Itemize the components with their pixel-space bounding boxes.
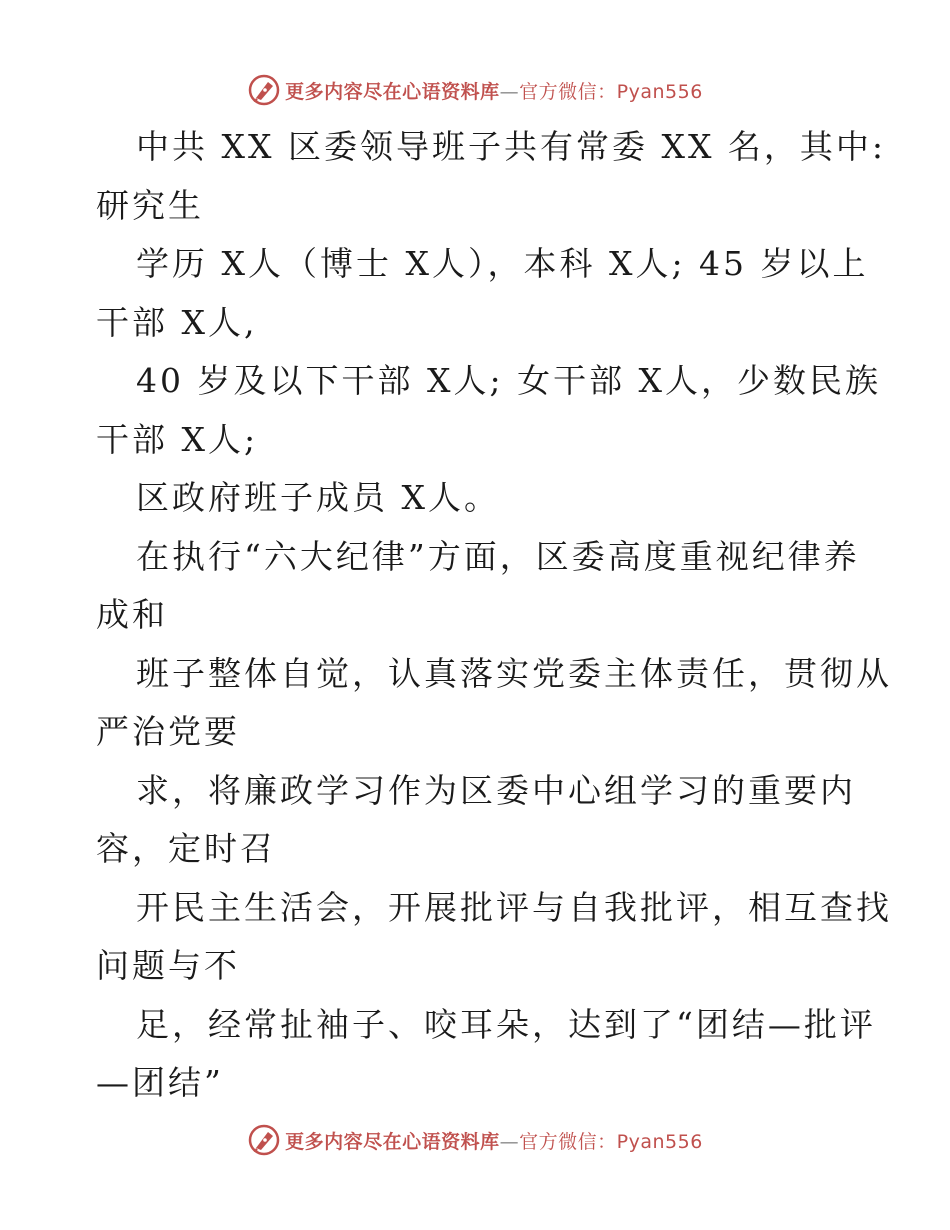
banner-text [285, 77, 703, 104]
text-line: 学历 X人（博士 X人），本科 X人; 45 岁以上 [136, 244, 869, 283]
text-line: 40 岁及以下干部 X人; 女干部 X人，少数民族 [136, 361, 882, 400]
text-line: 问题与不 [96, 946, 240, 985]
text-line: 班子整体自觉，认真落实党委主体责任，贯彻从 [136, 653, 892, 693]
text-line: —团结” [96, 1063, 224, 1102]
text-line: 干部 X人, [96, 302, 258, 342]
document-body [96, 118, 892, 1113]
banner-main-text: 更多内容尽在心语资料库 [285, 80, 500, 103]
pen-nib-logo-icon [247, 1123, 281, 1157]
banner-separator: — [499, 1130, 520, 1153]
text-line: 成和 [96, 595, 168, 634]
pen-nib-logo-icon [247, 73, 281, 107]
text-line: 足，经常扯袖子、咬耳朵，达到了“团结—批评 [136, 1004, 876, 1044]
text-line: 开民主生活会，开展批评与自我批评，相互查找 [136, 887, 892, 927]
text-line: 容，定时召 [96, 829, 276, 868]
banner-main-text: 更多内容尽在心语资料库 [285, 1130, 500, 1153]
banner-wechat-text: 官方微信：Pyan556 [519, 1130, 703, 1153]
banner-separator: — [499, 80, 520, 103]
text-line: 干部 X人; [96, 419, 259, 459]
text-line: 在执行“六大纪律”方面，区委高度重视纪律养 [136, 536, 860, 576]
header-banner [0, 70, 950, 110]
text-line: 研究生 [96, 185, 204, 225]
text-line: 严治党要 [96, 712, 240, 751]
text-line: 区政府班子成员 X人。 [136, 478, 500, 517]
banner-wechat-text: 官方微信：Pyan556 [519, 80, 703, 103]
banner-text [285, 1127, 703, 1154]
footer-banner [0, 1120, 950, 1160]
text-line: 中共 XX 区委领导班子共有常委 XX 名，其中: [136, 127, 887, 166]
text-line: 求，将廉政学习作为区委中心组学习的重要内 [136, 770, 856, 810]
